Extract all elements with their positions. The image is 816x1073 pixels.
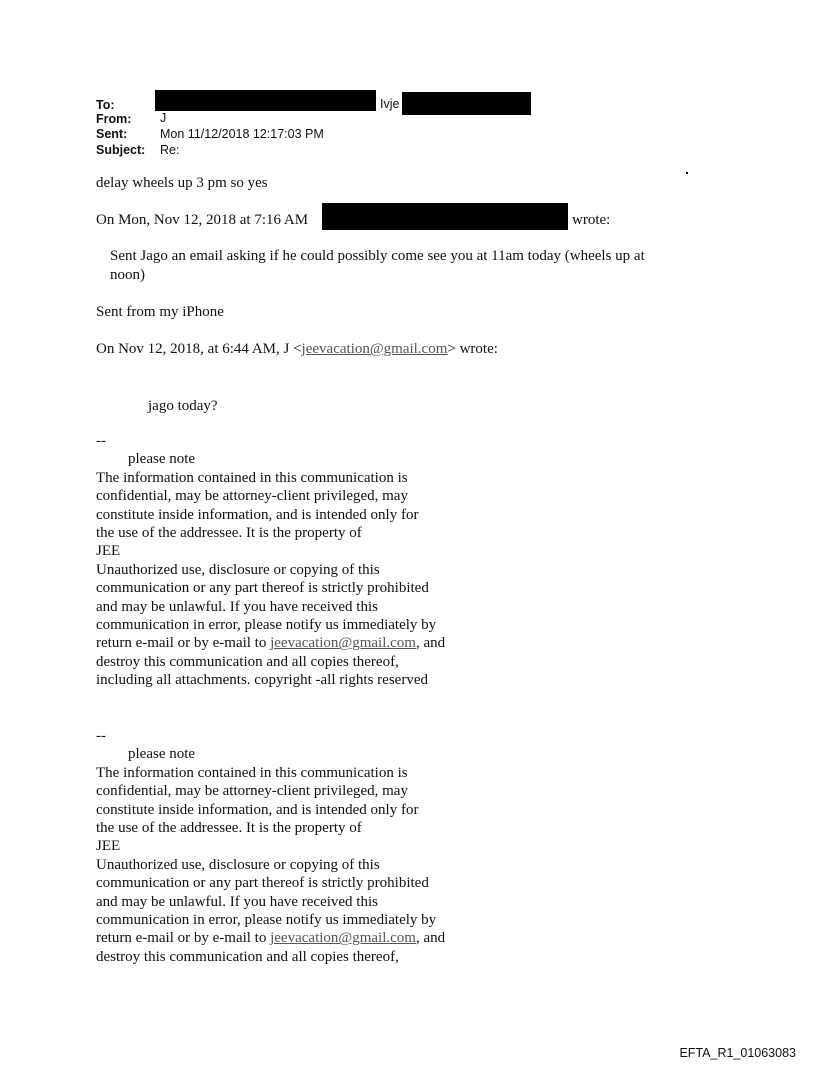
quote2-intro	[96, 340, 498, 358]
reply-line: delay wheels up 3 pm so yes	[96, 175, 268, 191]
notice2-line: Unauthorized use, disclosure or copying of this	[96, 856, 380, 873]
quote2-email-link[interactable]: jeevacation@gmail.com	[301, 341, 448, 357]
notice1-line: communication or any part thereof is strictly prohibited	[96, 580, 429, 597]
scan-dot	[686, 172, 688, 174]
notice1-line: Unauthorized use, disclosure or copying of this	[96, 561, 380, 578]
quote1-line1: Sent Jago an email asking if he could possibly come see you at 11am today (wheels up at	[110, 248, 645, 264]
redaction-to-1	[155, 90, 376, 111]
notice2-line: constitute inside information, and is intended only for	[96, 801, 419, 818]
notice2-line: JEE	[96, 838, 121, 855]
redaction-to-2	[402, 92, 531, 115]
redaction-quote1-sender	[322, 203, 568, 230]
to-label: To:	[96, 98, 115, 112]
notice2-line: The information contained in this communication is	[96, 764, 408, 781]
quote2-intro-suffix: > wrote:	[447, 341, 498, 357]
notice1-line: including all attachments. copyright -all rights reserved	[96, 672, 428, 689]
quote1-intro: On Mon, Nov 12, 2018 at 7:16 AM	[96, 212, 309, 228]
notice2-email-suffix: , and	[415, 930, 446, 947]
notice1-line: the use of the addressee. It is the property of	[96, 525, 362, 542]
from-value: J	[160, 111, 167, 125]
notice2-line: communication in error, please notify us immediately by	[96, 912, 437, 929]
notice1-email-line	[96, 634, 445, 652]
notice2-email-link[interactable]: jeevacation@gmail.com	[270, 930, 416, 947]
notice1-line: constitute inside information, and is intended only for	[96, 506, 419, 523]
notice2-line: destroy this communication and all copies thereof,	[96, 948, 399, 965]
notice2-line: the use of the addressee. It is the property of	[96, 820, 362, 837]
notice1-title: please note	[128, 451, 196, 468]
notice2-line: confidential, may be attorney-client privileged, may	[96, 783, 408, 800]
notice2-line: communication or any part thereof is strictly prohibited	[96, 875, 429, 892]
from-label: From:	[96, 112, 132, 126]
notice1-line: destroy this communication and all copies thereof,	[96, 653, 399, 670]
bates-number: EFTA_R1_01063083	[679, 1046, 796, 1060]
notice1-line: JEE	[96, 543, 121, 560]
notice1-dashes: --	[96, 433, 106, 449]
notice2-email-prefix: return e-mail or by e-mail to	[96, 930, 271, 947]
confidentiality-notice-2	[96, 727, 445, 966]
confidentiality-notice-1	[96, 432, 445, 690]
notice1-line: communication in error, please notify us immediately by	[96, 617, 437, 634]
notice1-email-suffix: , and	[415, 635, 446, 652]
notice1-email-prefix: return e-mail or by e-mail to	[96, 635, 271, 652]
quote2-intro-prefix: On Nov 12, 2018, at 6:44 AM, J <	[96, 341, 302, 357]
sent-value: Mon 11/12/2018 12:17:03 PM	[160, 127, 324, 141]
quote1-line2: noon)	[110, 267, 145, 283]
sent-label: Sent:	[96, 127, 128, 141]
notice1-line: and may be unlawful. If you have received this	[96, 598, 378, 615]
notice1-email-link[interactable]: jeevacation@gmail.com	[270, 635, 416, 652]
notice2-dashes: --	[96, 728, 106, 744]
to-partial-value: Ivje	[380, 97, 400, 111]
notice2-email-line	[96, 929, 445, 947]
subject-value: Re:	[160, 143, 180, 157]
sent-from-iphone: Sent from my iPhone	[96, 304, 224, 320]
quote2-text: jago today?	[148, 398, 218, 414]
notice2-title: please note	[128, 746, 196, 763]
subject-label: Subject:	[96, 143, 146, 157]
notice1-line: confidential, may be attorney-client privileged, may	[96, 488, 408, 505]
notice1-line: The information contained in this communication is	[96, 469, 408, 486]
notice2-line: and may be unlawful. If you have received this	[96, 893, 378, 910]
quote1-wrote: wrote:	[572, 212, 611, 228]
